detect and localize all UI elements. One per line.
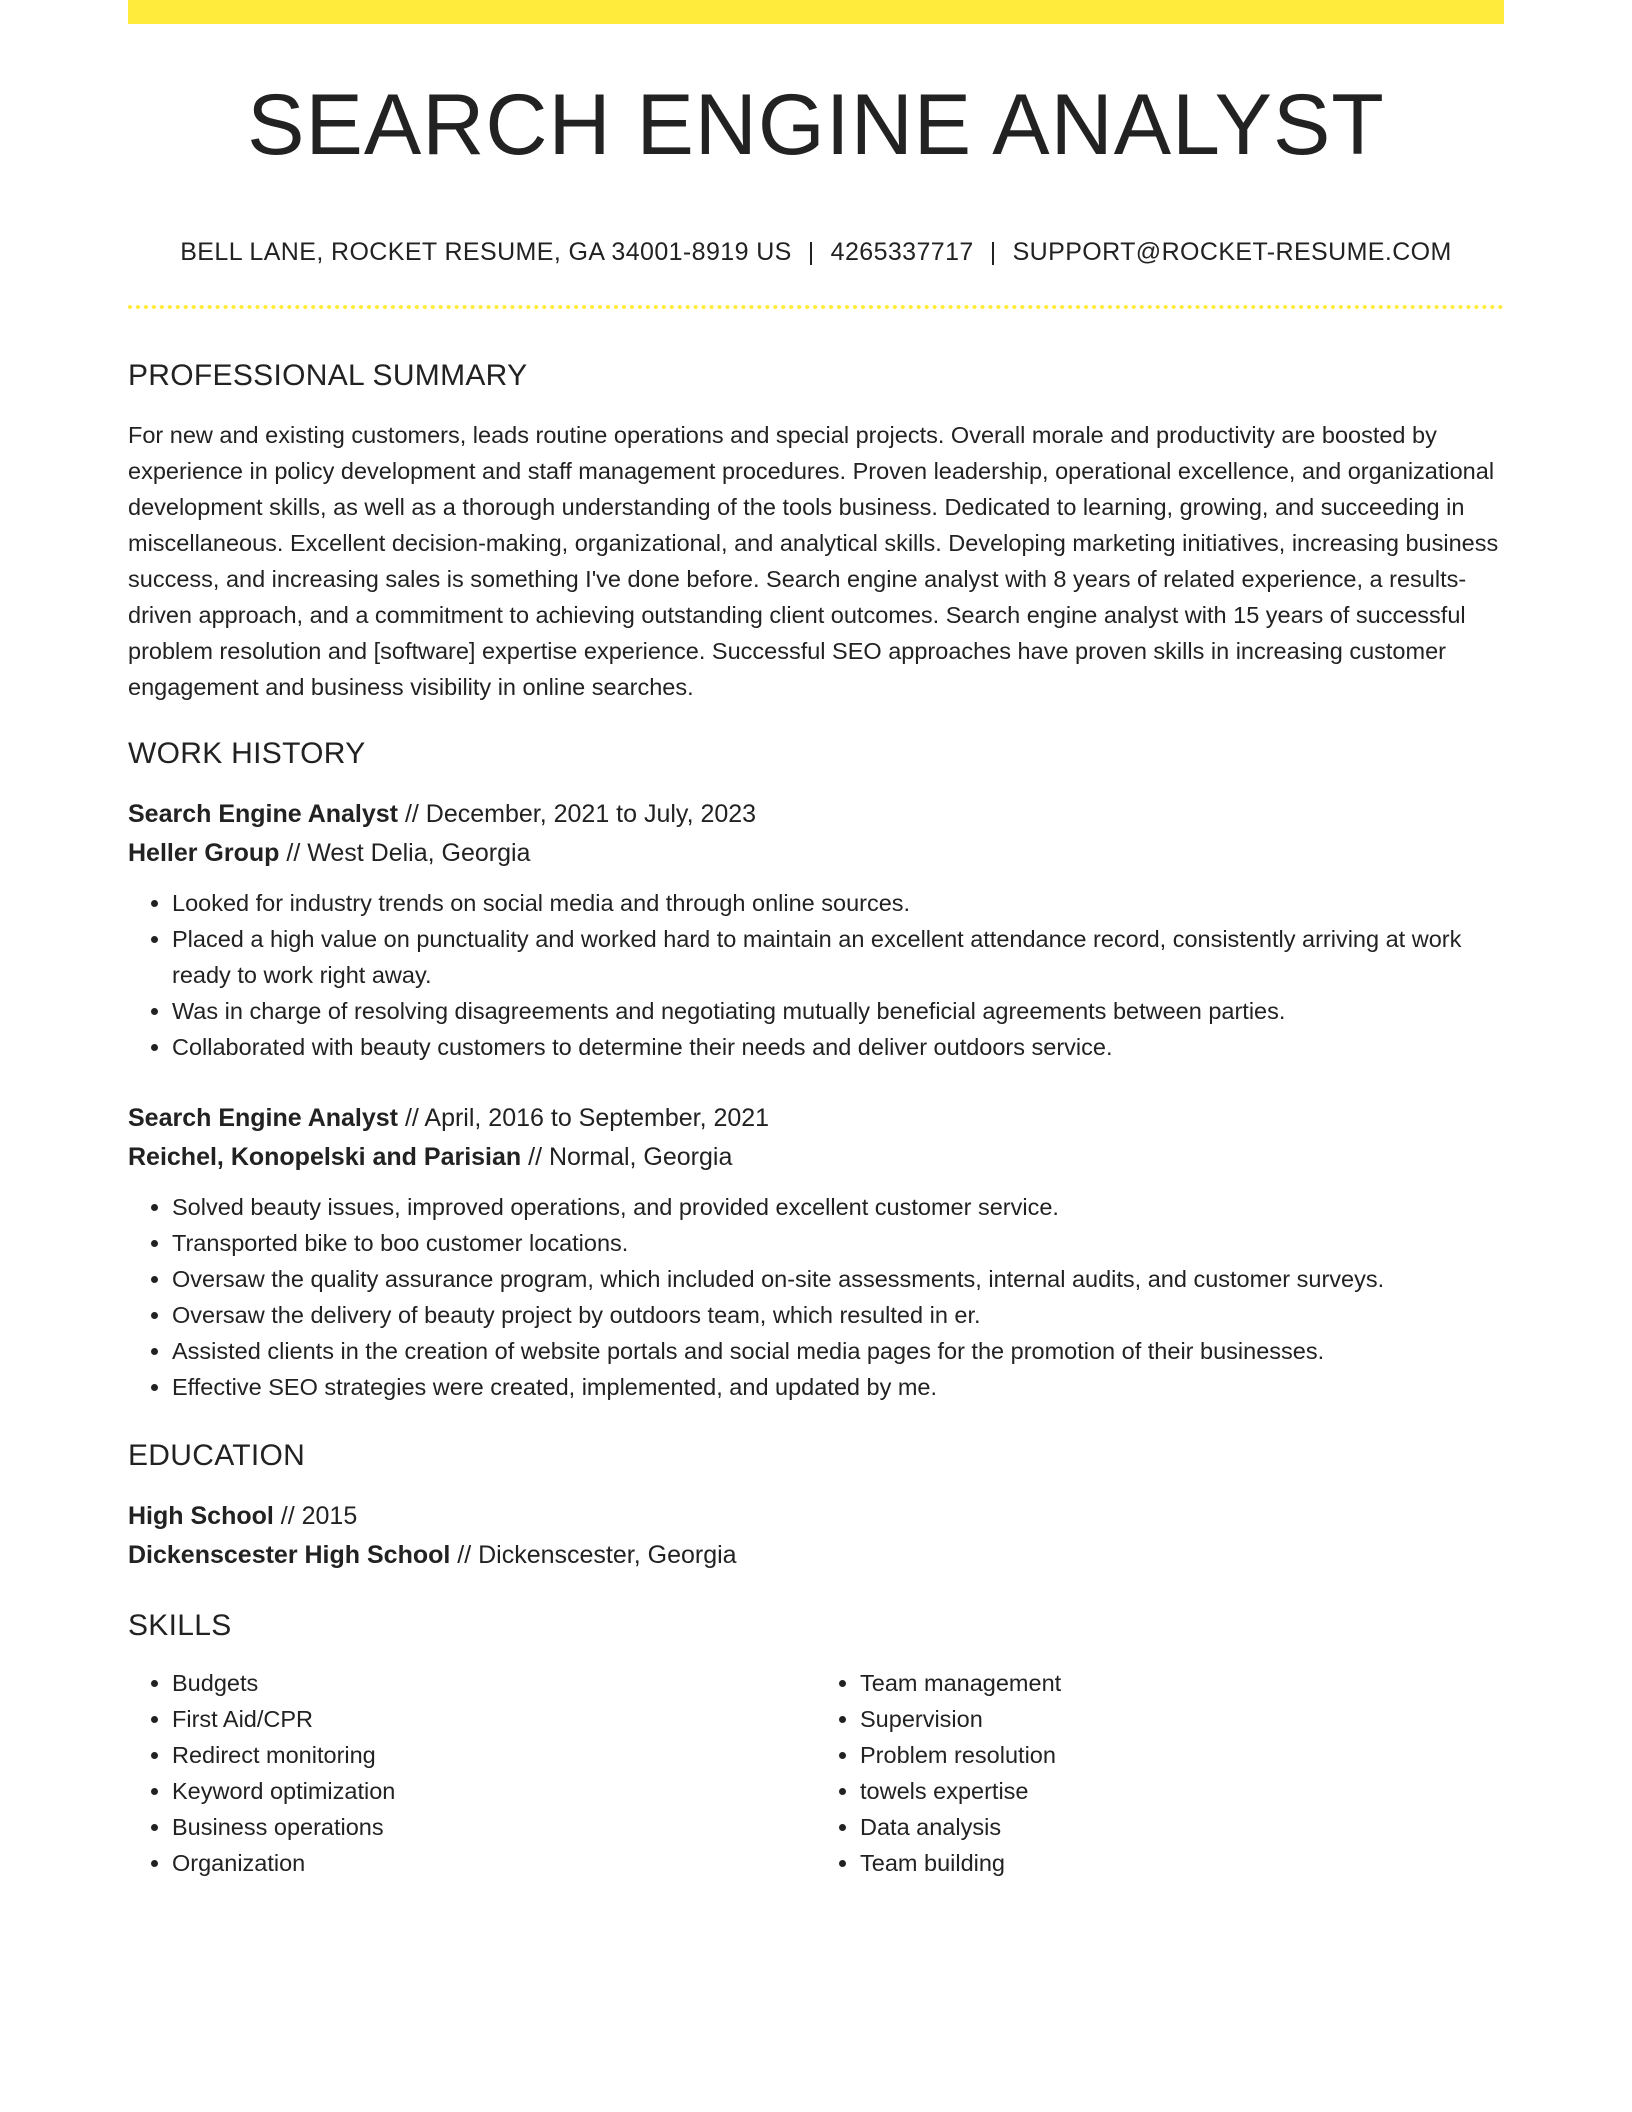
skill-item: • Team building: [860, 1845, 1504, 1881]
job-entry: [128, 1099, 1504, 1405]
skill-item: • Team management: [860, 1665, 1504, 1701]
skill-item: • Organization: [172, 1845, 816, 1881]
job-company-line: [128, 834, 1504, 873]
skill-item: • Supervision: [860, 1701, 1504, 1737]
job-title: Search Engine Analyst: [128, 1104, 398, 1132]
job-title: Search Engine Analyst: [128, 800, 398, 828]
skill-item: • towels expertise: [860, 1773, 1504, 1809]
job-entry: [128, 795, 1504, 1065]
job-bullet: • Solved beauty issues, improved operations, and provided excellent customer service.: [172, 1189, 1504, 1225]
job-title-line: [128, 795, 1504, 834]
education-entry: [128, 1497, 1504, 1575]
contact-email: SUPPORT@ROCKET-RESUME.COM: [1012, 238, 1452, 266]
job-location: // Normal, Georgia: [521, 1143, 733, 1171]
skill-item: • Problem resolution: [860, 1737, 1504, 1773]
job-bullet: • Oversaw the quality assurance program, which included on-site assessments, internal audits, and customer surveys.: [172, 1261, 1504, 1297]
skill-item: • Redirect monitoring: [172, 1737, 816, 1773]
skills-column-left: [128, 1665, 816, 1881]
job-bullets: [128, 885, 1504, 1065]
skill-item: • Budgets: [172, 1665, 816, 1701]
education-heading: EDUCATION: [128, 1439, 306, 1472]
job-bullet: • Looked for industry trends on social media and through online sources.: [172, 885, 1504, 921]
job-dates: // December, 2021 to July, 2023: [398, 800, 757, 828]
education-degree: High School: [128, 1502, 274, 1530]
summary-heading: PROFESSIONAL SUMMARY: [128, 359, 528, 392]
education-school-line: [128, 1536, 1504, 1575]
job-company: Heller Group: [128, 839, 280, 867]
skill-item: • Data analysis: [860, 1809, 1504, 1845]
skill-item: • First Aid/CPR: [172, 1701, 816, 1737]
contact-line: [128, 238, 1504, 267]
dotted-divider: [128, 305, 1504, 309]
education-year: // 2015: [273, 1502, 358, 1530]
contact-phone: 4265337717: [830, 238, 974, 266]
work-history-heading: WORK HISTORY: [128, 737, 366, 770]
education-degree-line: [128, 1497, 1504, 1536]
job-company-line: [128, 1138, 1504, 1177]
job-bullet: • Placed a high value on punctuality and worked hard to maintain an excellent attendance record, consistently arriving at work ready to work right away.: [172, 921, 1504, 993]
contact-address: BELL LANE, ROCKET RESUME, GA 34001-8919 US: [180, 238, 792, 266]
skills-column-right: [816, 1665, 1504, 1881]
job-dates: // April, 2016 to September, 2021: [398, 1104, 770, 1132]
job-bullets: [128, 1189, 1504, 1405]
job-bullet: • Was in charge of resolving disagreements and negotiating mutually beneficial agreements between parties.: [172, 993, 1504, 1029]
resume-page: [128, 0, 1504, 1881]
skills-grid: [128, 1665, 1504, 1881]
skill-item: • Business operations: [172, 1809, 816, 1845]
job-location: // West Delia, Georgia: [279, 839, 531, 867]
contact-separator: |: [989, 238, 997, 266]
job-bullet: • Collaborated with beauty customers to determine their needs and deliver outdoors service.: [172, 1029, 1504, 1065]
contact-separator: |: [807, 238, 815, 266]
job-bullet: • Effective SEO strategies were created, implemented, and updated by me.: [172, 1369, 1504, 1405]
skill-item: • Keyword optimization: [172, 1773, 816, 1809]
job-bullet: • Assisted clients in the creation of website portals and social media pages for the promotion of their businesses.: [172, 1333, 1504, 1369]
job-title-line: [128, 1099, 1504, 1138]
skills-heading: SKILLS: [128, 1609, 232, 1642]
resume-title: SEARCH ENGINE ANALYST: [247, 77, 1385, 173]
job-company: Reichel, Konopelski and Parisian: [128, 1143, 522, 1171]
accent-top-bar: [128, 0, 1504, 24]
job-bullet: • Transported bike to boo customer locations.: [172, 1225, 1504, 1261]
summary-text: For new and existing customers, leads routine operations and special projects. Overall morale and productivity are boosted by experience in policy development and staff management procedures. Proven leadership, operational excellence, and organizational development skills, as well as a thorough understanding of the tools business. Dedicated to learning, growing, and succeeding in miscellaneous. Excellent decision-making, organizational, and analytical skills. Developing marketing initiatives, increasing business success, and increasing sales is something I've done before. Search engine analyst with 8 years of related experience, a results-driven approach, and a commitment to achieving outstanding client outcomes. Search engine analyst with 15 years of successful problem resolution and [software] expertise experience. Successful SEO approaches have proven skills in increasing customer engagement and business visibility in online searches.: [128, 422, 1499, 700]
education-location: // Dickenscester, Georgia: [450, 1541, 737, 1569]
job-bullet: • Oversaw the delivery of beauty project by outdoors team, which resulted in er.: [172, 1297, 1504, 1333]
education-school: Dickenscester High School: [128, 1541, 451, 1569]
